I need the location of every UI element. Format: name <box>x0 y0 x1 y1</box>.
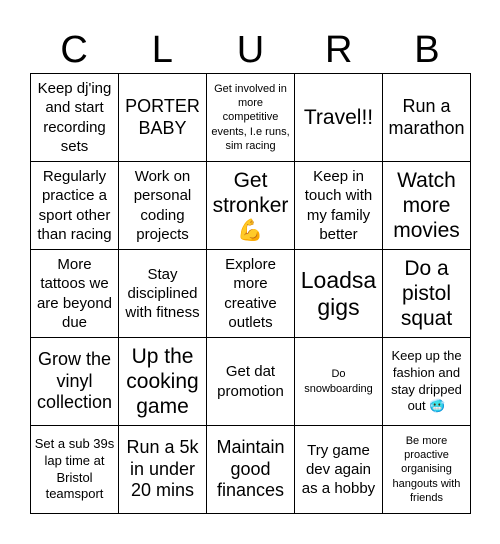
header-letter-r: R <box>324 29 353 71</box>
header-letter-b: B <box>414 29 440 71</box>
bingo-cell[interactable]: PORTER BABY <box>119 74 207 162</box>
bingo-cell[interactable]: Run a marathon <box>383 74 471 162</box>
bingo-board <box>30 73 471 514</box>
bingo-cell[interactable]: Explore more creative outlets <box>207 250 295 338</box>
bingo-cell[interactable]: Grow the vinyl collection <box>31 338 119 426</box>
bingo-cell[interactable]: Try game dev again as a hobby <box>295 426 383 514</box>
bingo-cell[interactable]: Travel!! <box>295 74 383 162</box>
bingo-cell[interactable]: Maintain good finances <box>207 426 295 514</box>
header-letter-c: C <box>60 29 88 71</box>
bingo-cell[interactable]: Run a 5k in under 20 mins <box>119 426 207 514</box>
bingo-cell[interactable]: Stay disciplined with fitness <box>119 250 207 338</box>
bingo-cell[interactable]: Up the cooking game <box>119 338 207 426</box>
bingo-cell[interactable]: Get stronker 💪 <box>207 162 295 250</box>
bingo-cell[interactable]: Keep in touch with my family better <box>295 162 383 250</box>
bingo-cell[interactable]: More tattoos we are beyond due <box>31 250 119 338</box>
bingo-cell[interactable]: Be more proactive organising hangouts with friends <box>383 426 471 514</box>
bingo-cell[interactable]: Do snowboarding <box>295 338 383 426</box>
bingo-cell[interactable]: Set a sub 39s lap time at Bristol teamsport <box>31 426 119 514</box>
bingo-cell[interactable]: Keep up the fashion and stay dripped out 🥶 <box>383 338 471 426</box>
bingo-cell[interactable]: Work on personal coding projects <box>119 162 207 250</box>
header-letter-u: U <box>236 29 265 71</box>
bingo-cell[interactable]: Get dat promotion <box>207 338 295 426</box>
bingo-cell[interactable]: Loadsa gigs <box>295 250 383 338</box>
bingo-header <box>30 28 471 72</box>
bingo-cell[interactable]: Do a pistol squat <box>383 250 471 338</box>
bingo-cell[interactable]: Regularly practice a sport other than racing <box>31 162 119 250</box>
bingo-cell[interactable]: Keep dj'ing and start recording sets <box>31 74 119 162</box>
header-letter-l: L <box>151 29 173 71</box>
bingo-cell[interactable]: Watch more movies <box>383 162 471 250</box>
bingo-cell[interactable]: Get involved in more competitive events, I.e runs, sim racing <box>207 74 295 162</box>
